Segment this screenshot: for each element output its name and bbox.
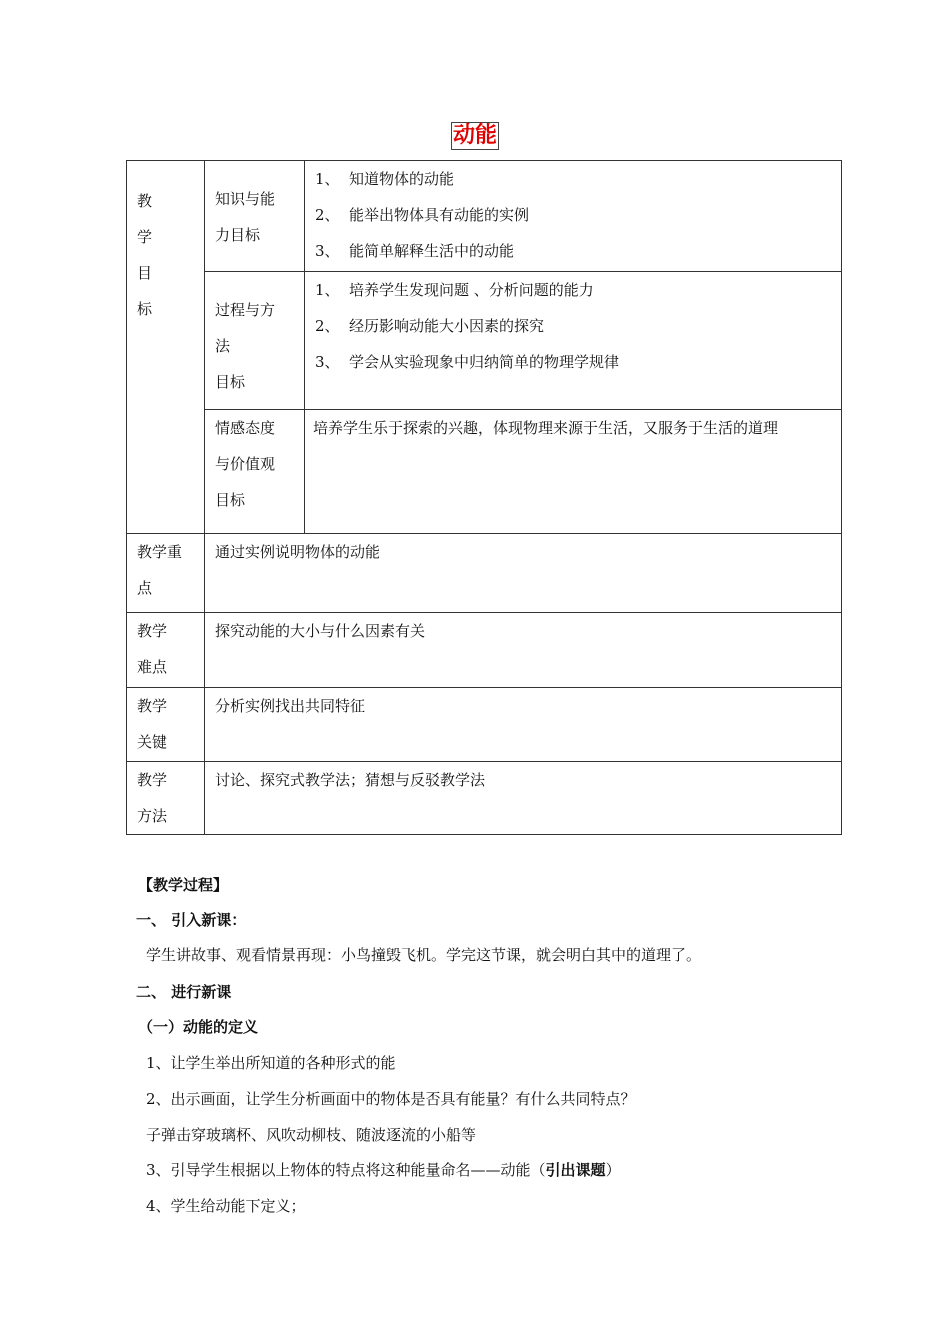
- difficulty-label-line-2: 难点: [137, 658, 168, 676]
- process-label-line-1: 过程与方: [215, 301, 276, 319]
- emotion-goal-text: [305, 410, 842, 534]
- method-label-line-2: 方法: [137, 807, 168, 825]
- item-number: 3、: [315, 353, 340, 371]
- part2-title: 二、 进行新课: [136, 983, 232, 1001]
- key-point-label-line-1: 教学重: [137, 543, 183, 561]
- method-label-line-1: 教学: [137, 771, 168, 789]
- item-text: 能简单解释生活中的动能: [349, 242, 515, 260]
- crux-content: 分析实例找出共同特征: [215, 697, 366, 715]
- list-item: [315, 344, 833, 380]
- emotion-goal-label: [205, 410, 305, 534]
- step-3-end: ）: [605, 1161, 621, 1179]
- crux-text: [205, 688, 842, 762]
- step-2: 2、出示画面，让学生分析画面中的物体是否具有能量？有什么共同特点？: [146, 1090, 636, 1108]
- key-point-text: [205, 534, 842, 613]
- key-point-label-line-2: 点: [137, 579, 153, 597]
- list-item: [315, 272, 833, 308]
- item-text: 学会从实验现象中归纳简单的物理学规律: [349, 353, 620, 371]
- process-label-line-2: 法: [215, 337, 231, 355]
- item-number: 2、: [315, 206, 340, 224]
- step-3: [146, 1159, 621, 1180]
- difficulty-content: 探究动能的大小与什么因素有关: [215, 622, 426, 640]
- list-item: [315, 161, 833, 197]
- step-3-bold: 引出课题: [545, 1161, 606, 1179]
- item-text: 能举出物体具有动能的实例: [349, 206, 530, 224]
- item-text: 经历影响动能大小因素的探究: [349, 317, 545, 335]
- key-point-label: [127, 534, 205, 613]
- difficulty-text: [205, 613, 842, 688]
- emotion-label-line-1: 情感态度: [215, 419, 276, 437]
- item-number: 3、: [315, 242, 340, 260]
- list-item: [315, 197, 833, 233]
- difficulty-label: [127, 613, 205, 688]
- document-title: 动能: [452, 123, 497, 148]
- goals-label-4: 标: [137, 300, 153, 318]
- goals-label-1: 教: [137, 192, 153, 210]
- step-3-text: 3、引导学生根据以上物体的特点将这种能量命名——动能（: [146, 1161, 546, 1179]
- goals-label-2: 学: [137, 228, 153, 246]
- item-number: 1、: [315, 170, 340, 188]
- key-point-content: 通过实例说明物体的动能: [215, 543, 381, 561]
- knowledge-goal-label: [205, 161, 305, 272]
- emotion-text: 培养学生乐于探索的兴趣，体现物理来源于生活，又服务于生活的道理: [313, 419, 779, 437]
- method-label: [127, 762, 205, 835]
- difficulty-label-line-1: 教学: [137, 622, 168, 640]
- method-text: [205, 762, 842, 835]
- goals-label-3: 目: [137, 264, 153, 282]
- method-content: 讨论、探究式教学法；猜想与反驳教学法: [215, 771, 486, 789]
- process-label-line-3: 目标: [215, 373, 246, 391]
- step-1: 1、让学生举出所知道的各种形式的能: [146, 1054, 396, 1072]
- list-item: [315, 233, 833, 269]
- knowledge-goal-list: [305, 161, 842, 272]
- document-title-wrap: [0, 122, 950, 150]
- sub1-title: （一）动能的定义: [138, 1018, 259, 1036]
- process-goal-label: [205, 272, 305, 410]
- item-text: 培养学生发现问题 、分析问题的能力: [349, 281, 594, 299]
- item-number: 2、: [315, 317, 340, 335]
- lesson-plan-table: [126, 160, 842, 835]
- crux-label: [127, 688, 205, 762]
- goals-row-label: [127, 161, 205, 534]
- knowledge-label-line-2: 力目标: [215, 226, 261, 244]
- knowledge-label-line-1: 知识与能: [215, 190, 276, 208]
- emotion-label-line-3: 目标: [215, 491, 246, 509]
- list-item: [315, 308, 833, 344]
- part1-title: 一、 引入新课：: [136, 911, 247, 929]
- examples-text: 子弹击穿玻璃杯、风吹动柳枝、随波逐流的小船等: [146, 1126, 477, 1144]
- item-text: 知道物体的动能: [349, 170, 455, 188]
- part1-text: 学生讲故事、观看情景再现：小鸟撞毁飞机。学完这节课，就会明白其中的道理了。: [146, 946, 702, 964]
- item-number: 1、: [315, 281, 340, 299]
- crux-label-line-1: 教学: [137, 697, 168, 715]
- process-goal-list: [305, 272, 842, 410]
- process-heading: 【教学过程】: [138, 876, 229, 894]
- step-4: 4、学生给动能下定义；: [146, 1197, 306, 1215]
- crux-label-line-2: 关键: [137, 733, 168, 751]
- emotion-label-line-2: 与价值观: [215, 455, 276, 473]
